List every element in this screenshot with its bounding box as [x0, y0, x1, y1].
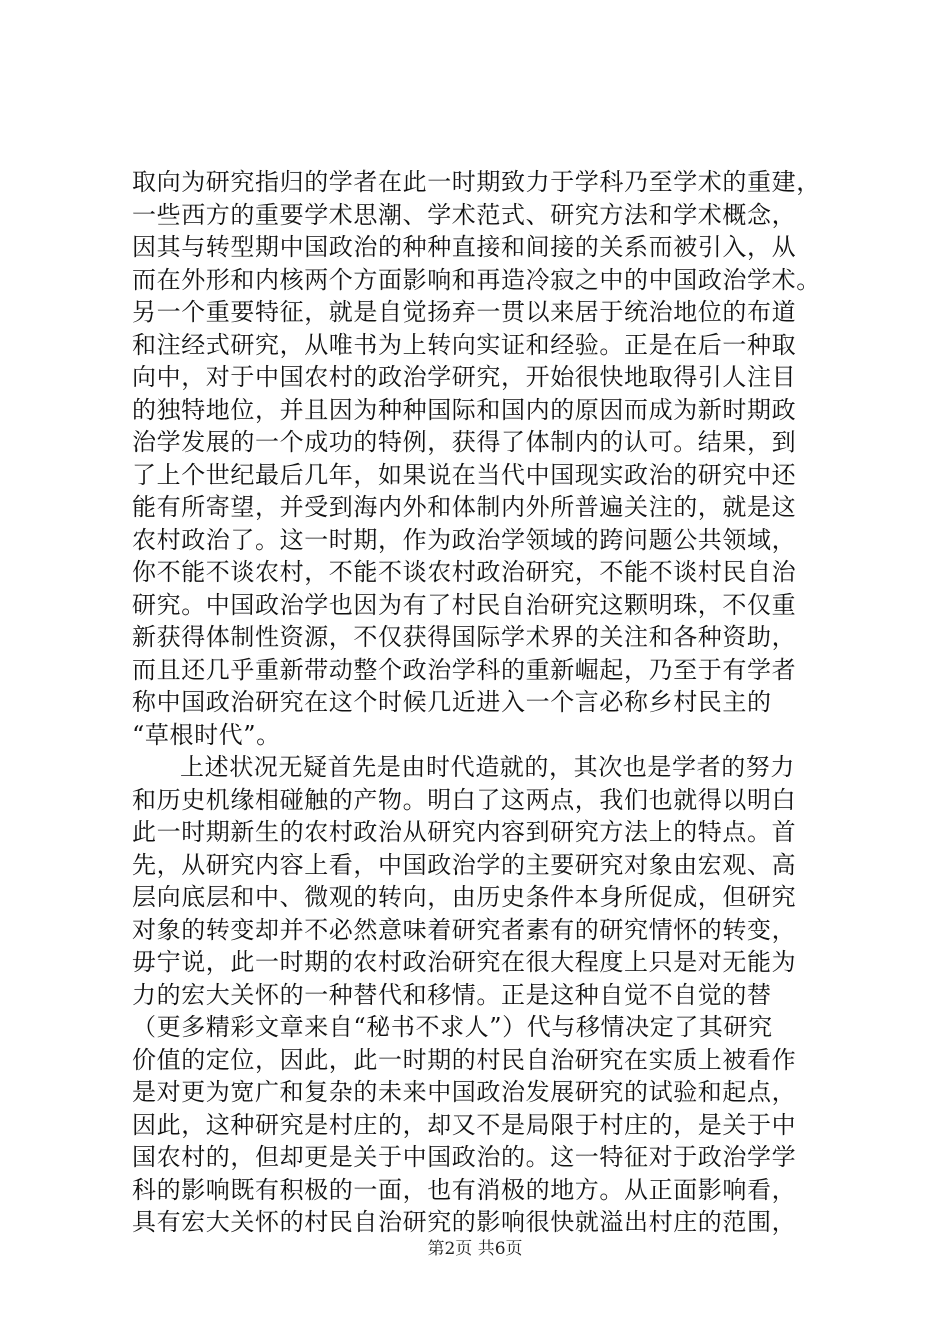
paragraph-2 — [132, 751, 832, 1239]
text-line: 向中，对于中国农村的政治学研究，开始很快地取得引人注目 — [132, 363, 797, 391]
text-line: 一些西方的重要学术思潮、学术范式、研究方法和学术概念， — [132, 200, 797, 229]
text-line: “草根时代”。 — [132, 720, 281, 749]
text-line: 了上个世纪最后几年，如果说在当代中国现实政治的研究中还 — [132, 460, 797, 489]
text-line: 的独特地位，并且因为种种国际和国内的原因而成为新时期政 — [132, 395, 797, 424]
page-number: 第2页 共6页 — [427, 1239, 523, 1259]
paragraph-1 — [132, 166, 832, 751]
text-line: 而且还几乎重新带动整个政治学科的重新崛起，乃至于有学者 — [132, 655, 797, 684]
text-line: 国农村的，但却更是关于中国政治的。这一特征对于政治学学 — [132, 1143, 797, 1171]
text-line: 另一个重要特征，就是自觉扬弃一贯以来居于统治地位的布道 — [132, 298, 797, 326]
text-line: 层向底层和中、微观的转向，由历史条件本身所促成，但研究 — [132, 883, 797, 911]
text-line: 上述状况无疑首先是由时代造就的，其次也是学者的努力 — [180, 753, 795, 781]
text-line: 而在外形和内核两个方面影响和再造冷寂之中的中国政治学术。 — [132, 265, 821, 294]
text-line: 具有宏大关怀的村民自治研究的影响很快就溢出村庄的范围， — [132, 1208, 797, 1236]
text-line: 治学发展的一个成功的特例，获得了体制内的认可。结果，到 — [132, 428, 797, 456]
text-line: （更多精彩文章来自“秘书不求人”）代与移情决定了其研究 — [132, 1013, 773, 1041]
text-line: 和历史机缘相碰触的产物。明白了这两点，我们也就得以明白 — [132, 785, 797, 814]
text-line: 力的宏大关怀的一种替代和移情。正是这种自觉不自觉的替 — [132, 980, 772, 1009]
text-line: 和注经式研究，从唯书为上转向实证和经验。正是在后一种取 — [132, 330, 797, 359]
text-line: 是对更为宽广和复杂的未来中国政治发展研究的试验和起点， — [132, 1078, 797, 1106]
text-line: 新获得体制性资源，不仅获得国际学术界的关注和各种资助， — [132, 623, 797, 651]
body-text — [132, 166, 832, 1239]
text-line: 取向为研究指归的学者在此一时期致力于学科乃至学术的重建， — [132, 168, 821, 196]
text-line: 毋宁说，此一时期的农村政治研究在很大程度上只是对无能为 — [132, 948, 797, 976]
text-line: 价值的定位，因此，此一时期的村民自治研究在实质上被看作 — [132, 1045, 797, 1074]
text-line: 科的影响既有积极的一面，也有消极的地方。从正面影响看， — [132, 1175, 797, 1204]
text-line: 先，从研究内容上看，中国政治学的主要研究对象由宏观、高 — [132, 850, 797, 879]
text-line: 因其与转型期中国政治的种种直接和间接的关系而被引入，从 — [132, 233, 797, 261]
text-line: 研究。中国政治学也因为有了村民自治研究这颗明珠，不仅重 — [132, 590, 797, 619]
text-line: 能有所寄望，并受到海内外和体制内外所普遍关注的，就是这 — [132, 493, 797, 521]
text-line: 农村政治了。这一时期，作为政治学领域的跨问题公共领域， — [132, 525, 797, 554]
text-line: 你不能不谈农村，不能不谈农村政治研究，不能不谈村民自治 — [132, 558, 797, 586]
page-footer — [0, 1238, 950, 1260]
text-line: 此一时期新生的农村政治从研究内容到研究方法上的特点。首 — [132, 818, 797, 846]
text-line: 称中国政治研究在这个时候几近进入一个言必称乡村民主的 — [132, 688, 772, 716]
text-line: 因此，这种研究是村庄的，却又不是局限于村庄的，是关于中 — [132, 1110, 797, 1139]
text-line: 对象的转变却并不必然意味着研究者素有的研究情怀的转变， — [132, 915, 797, 944]
